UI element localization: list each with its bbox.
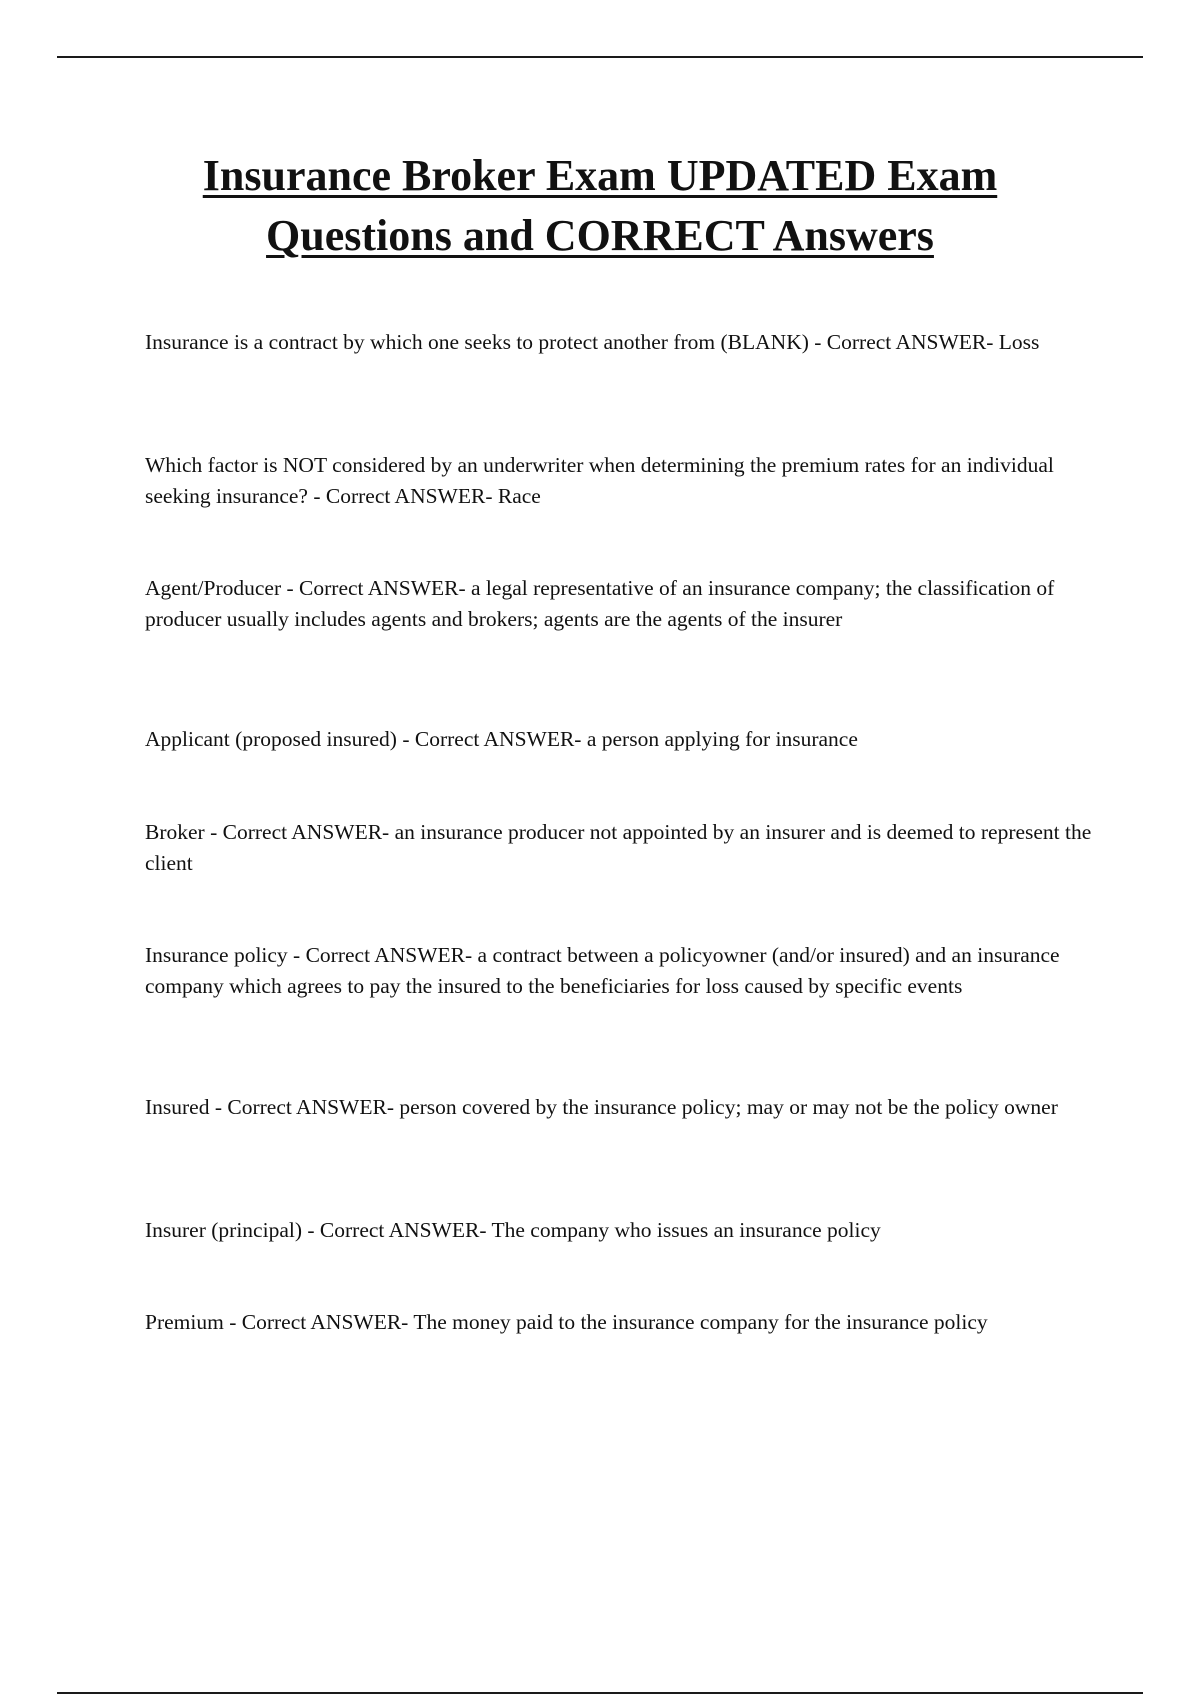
- qa-item: Applicant (proposed insured) - Correct ANSWER- a person applying for insurance: [145, 727, 858, 751]
- bottom-rule: [57, 1692, 1143, 1694]
- title-line-2: Questions and CORRECT Answers: [266, 211, 934, 260]
- question-answer-list: [145, 327, 1095, 1369]
- qa-item: Insurance is a contract by which one seeks to protect another from (BLANK) - Correct ANSWER- Loss: [145, 330, 1040, 354]
- title-line-1: Insurance Broker Exam UPDATED Exam: [202, 151, 998, 200]
- qa-item: Insurance policy - Correct ANSWER- a contract between a policyowner (and/or insured) and an insurance company which agrees to pay the insured to the beneficiaries for loss caused by specific events: [145, 943, 1060, 998]
- qa-item: Agent/Producer - Correct ANSWER- a legal representative of an insurance company; the classification of producer usually includes agents and brokers; agents are the agents of the insurer: [145, 576, 1055, 631]
- top-rule: [57, 56, 1143, 58]
- qa-item: Which factor is NOT considered by an underwriter when determining the premium rates for an individual seeking insurance? - Correct ANSWER- Race: [145, 453, 1054, 508]
- qa-item: Premium - Correct ANSWER- The money paid to the insurance company for the insurance policy: [145, 1310, 988, 1334]
- qa-item: Broker - Correct ANSWER- an insurance producer not appointed by an insurer and is deemed to represent the client: [145, 820, 1092, 875]
- page-title: [0, 146, 1200, 266]
- qa-item: Insured - Correct ANSWER- person covered by the insurance policy; may or may not be the policy owner: [145, 1095, 1058, 1119]
- qa-item: Insurer (principal) - Correct ANSWER- The company who issues an insurance policy: [145, 1218, 881, 1242]
